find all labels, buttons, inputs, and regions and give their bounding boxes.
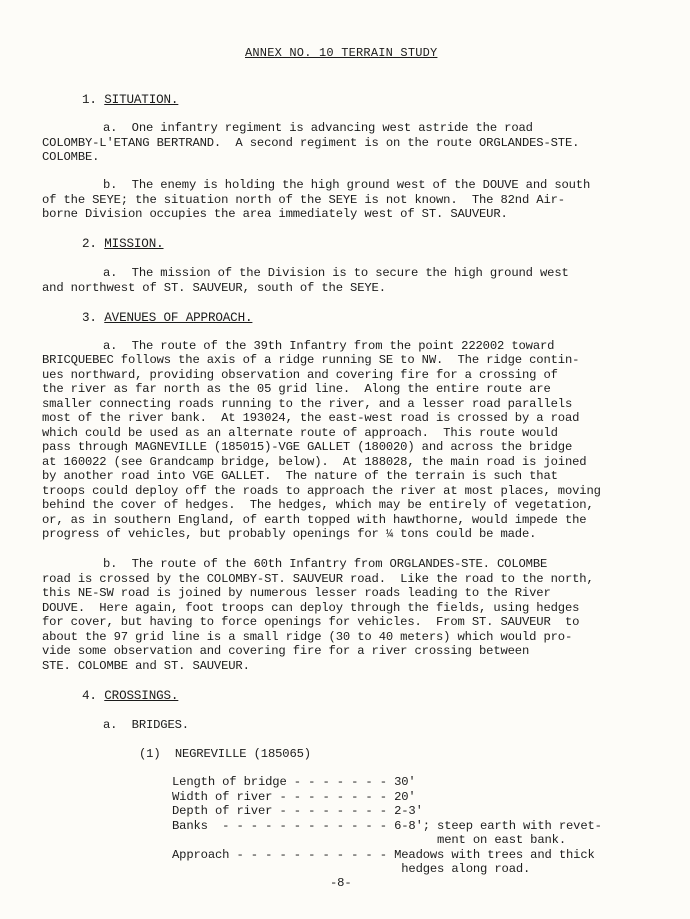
text-line: smaller connecting roads running to the river, and a lesser road parallels bbox=[42, 397, 573, 411]
spec-line: Length of bridge - - - - - - - 30' bbox=[172, 775, 416, 789]
text-line: of the SEYE; the situation north of the SEYE is not known. The 82nd Air- bbox=[42, 193, 565, 207]
section-2-heading bbox=[82, 237, 164, 251]
section-title: CROSSINGS. bbox=[104, 689, 179, 703]
text-line: b. The route of the 60th Infantry from ORGLANDES-STE. COLOMBE bbox=[103, 557, 548, 571]
spec-line: Width of river - - - - - - - - 20' bbox=[172, 790, 416, 804]
spec-line: Depth of river - - - - - - - - 2-3' bbox=[172, 804, 423, 818]
text-line: troops could deploy off the roads to approach the river at most places, moving bbox=[42, 484, 601, 498]
text-line: most of the river bank. At 193024, the east-west road is crossed by a road bbox=[42, 411, 580, 425]
text-line: behind the cover of hedges. The hedges, which may be entirely of vegetation, bbox=[42, 498, 594, 512]
text-line: b. The enemy is holding the high ground west of the DOUVE and south bbox=[103, 178, 591, 192]
text-line: STE. COLOMBE and ST. SAUVEUR. bbox=[42, 659, 250, 673]
text-line: pass through MAGNEVILLE (185015)-VGE GALLET (180020) and across the bridge bbox=[42, 440, 573, 454]
text-line: COLOMBE. bbox=[42, 150, 100, 164]
text-line: borne Division occupies the area immediately west of ST. SAUVEUR. bbox=[42, 207, 508, 221]
section-number: 1. bbox=[82, 93, 97, 107]
text-line: vide some observation and covering fire for a river crossing between bbox=[42, 644, 530, 658]
text-line: a. The mission of the Division is to secure the high ground west bbox=[103, 266, 569, 280]
section-number: 3. bbox=[82, 311, 97, 325]
text-line: which could be used as an alternate route of approach. This route would bbox=[42, 426, 558, 440]
bridge-item-1: (1) NEGREVILLE (185065) bbox=[139, 747, 311, 761]
text-line: a. The route of the 39th Infantry from the point 222002 toward bbox=[103, 339, 555, 353]
text-line: progress of vehicles, but probably openings for ¼ tons could be made. bbox=[42, 527, 537, 541]
section-title: SITUATION. bbox=[104, 93, 179, 107]
text-line: the river as far north as the 05 grid line. Along the entire route are bbox=[42, 382, 551, 396]
text-line: about the 97 grid line is a small ridge (30 to 40 meters) which would pro- bbox=[42, 630, 573, 644]
section-number: 2. bbox=[82, 237, 97, 251]
subsection-bridges: a. BRIDGES. bbox=[103, 718, 189, 732]
section-title: MISSION. bbox=[104, 237, 164, 251]
text-line: at 160022 (see Grandcamp bridge, below). At 188028, the main road is joined bbox=[42, 455, 587, 469]
page-number: -8- bbox=[330, 876, 352, 890]
spec-line: ment on east bank. bbox=[172, 833, 567, 847]
spec-line: Approach - - - - - - - - - - - Meadows with trees and thick bbox=[172, 848, 595, 862]
spec-line: Banks - - - - - - - - - - - - 6-8'; steep earth with revet- bbox=[172, 819, 602, 833]
section-number: 4. bbox=[82, 689, 97, 703]
text-line: BRICQUEBEC follows the axis of a ridge running SE to NW. The ridge contin- bbox=[42, 353, 580, 367]
section-title: AVENUES OF APPROACH. bbox=[104, 311, 253, 325]
text-line: DOUVE. Here again, foot troops can deploy through the fields, using hedges bbox=[42, 601, 580, 615]
section-1-heading bbox=[82, 93, 178, 107]
text-line: or, as in southern England, of earth topped with hawthorne, would impede the bbox=[42, 513, 587, 527]
text-line: this NE-SW road is joined by numerous lesser roads leading to the River bbox=[42, 586, 551, 600]
section-3-heading bbox=[82, 311, 252, 325]
section-4-heading bbox=[82, 689, 178, 703]
text-line: for cover, but having to force openings for vehicles. From ST. SAUVEUR to bbox=[42, 615, 580, 629]
text-line: by another road into VGE GALLET. The nature of the terrain is such that bbox=[42, 469, 558, 483]
page-title: ANNEX NO. 10 TERRAIN STUDY bbox=[245, 46, 438, 60]
text-line: ues northward, providing observation and covering fire for a crossing of bbox=[42, 368, 558, 382]
text-line: a. One infantry regiment is advancing west astride the road bbox=[103, 121, 533, 135]
text-line: road is crossed by the COLOMBY-ST. SAUVEUR road. Like the road to the north, bbox=[42, 572, 594, 586]
text-line: and northwest of ST. SAUVEUR, south of the SEYE. bbox=[42, 281, 386, 295]
text-line: COLOMBY-L'ETANG BERTRAND. A second regiment is on the route ORGLANDES-STE. bbox=[42, 136, 580, 150]
spec-line: hedges along road. bbox=[172, 862, 531, 876]
